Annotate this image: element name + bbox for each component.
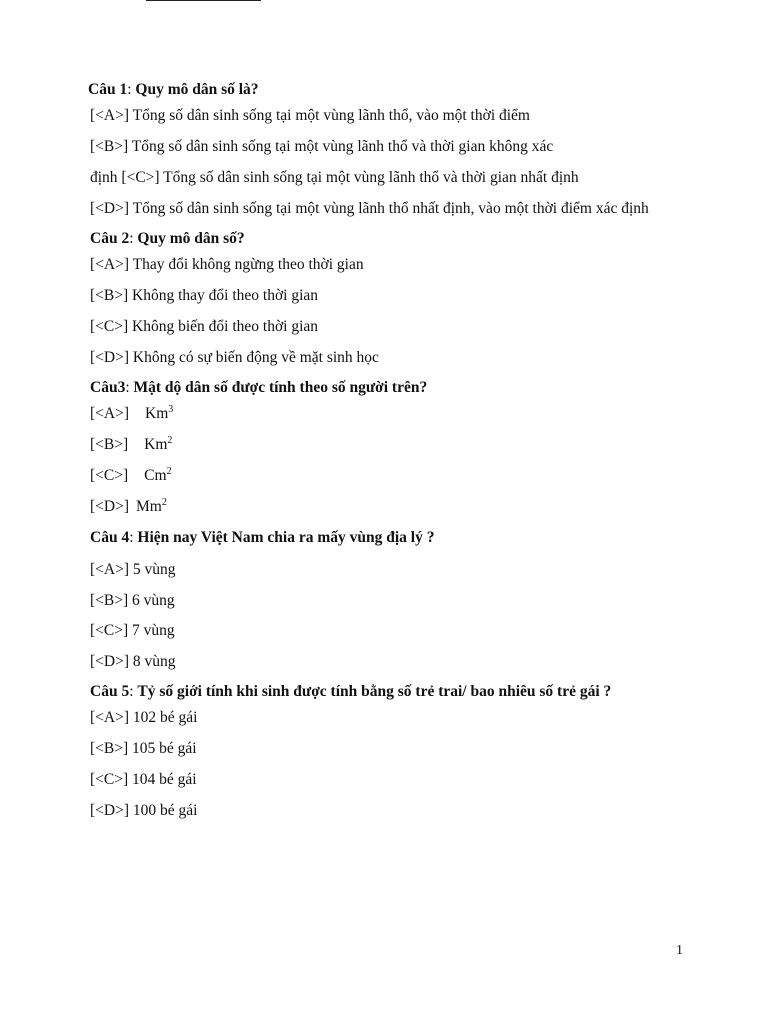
question-3-heading xyxy=(90,378,427,398)
question-2-heading xyxy=(90,229,245,249)
option-key: [<A>] xyxy=(90,405,129,422)
question-3-option-c xyxy=(90,466,172,486)
question-4-separator: : xyxy=(129,529,138,546)
option-unit: Km xyxy=(145,405,169,422)
option-key: [<B>] xyxy=(90,436,129,453)
option-exponent: 2 xyxy=(167,434,173,446)
question-1-line-2: [<B>] Tổng số dân sinh sống tại một vùng lãnh thổ và thời gian không xác xyxy=(90,138,554,155)
question-1-heading xyxy=(88,80,259,100)
question-5-option-d: [<D>] 100 bé gái xyxy=(90,802,198,819)
question-5-heading xyxy=(90,682,611,702)
question-3-option-b xyxy=(90,435,172,455)
question-5-option-b: [<B>] 105 bé gái xyxy=(90,740,197,757)
question-2-separator: : xyxy=(129,230,138,247)
question-5-label: Câu 5 xyxy=(90,683,130,700)
question-2-option-a: [<A>] Thay đổi không ngừng theo thời gian xyxy=(90,256,364,273)
question-1-line-3: định [<C>] Tổng số dân sinh sống tại một vùng lãnh thổ và thời gian nhất định xyxy=(90,169,579,186)
question-1-text: Quy mô dân số là? xyxy=(135,81,259,98)
question-3-label: Câu3 xyxy=(90,379,126,396)
question-5-option-a: [<A>] 102 bé gái xyxy=(90,709,198,726)
question-4-option-d: [<D>] 8 vùng xyxy=(90,653,176,670)
question-4-text: Hiện nay Việt Nam chia ra mấy vùng địa lý ? xyxy=(137,529,435,546)
question-5-option-c: [<C>] 104 bé gái xyxy=(90,771,197,788)
option-exponent: 2 xyxy=(166,465,172,477)
question-4-label: Câu 4 xyxy=(90,529,130,546)
option-exponent: 3 xyxy=(168,403,174,415)
question-2-option-c: [<C>] Không biến đổi theo thời gian xyxy=(90,318,319,335)
header-rule xyxy=(146,0,261,1)
question-1-separator: : xyxy=(127,81,136,98)
question-4-option-c: [<C>] 7 vùng xyxy=(90,622,175,639)
question-5-text: Tỷ số giới tính khi sinh được tính bằng số trẻ trai/ bao nhiêu số trẻ gái ? xyxy=(137,683,612,700)
question-2-option-d: [<D>] Không có sự biến động về mặt sinh học xyxy=(90,349,379,366)
option-unit: Km xyxy=(144,436,168,453)
question-3-text: Mật dộ dân số được tính theo số người trên? xyxy=(133,379,428,396)
option-exponent: 2 xyxy=(161,496,167,508)
question-1-label: Câu 1 xyxy=(88,81,128,98)
option-unit: Cm xyxy=(144,467,167,484)
question-1-line-4: [<D>] Tổng số dân sinh sống tại một vùng lãnh thổ nhất định, vào một thời điểm xác định xyxy=(90,200,649,217)
question-5-separator: : xyxy=(129,683,138,700)
question-4-heading xyxy=(90,528,435,548)
question-3-option-d xyxy=(90,497,167,517)
question-3-separator: : xyxy=(125,379,134,396)
option-key: [<C>] xyxy=(90,467,129,484)
question-1-line-1: [<A>] Tổng số dân sinh sống tại một vùng lãnh thổ, vào một thời điểm xyxy=(90,107,530,124)
question-2-text: Quy mô dân số? xyxy=(137,230,245,247)
page-number: 1 xyxy=(676,943,683,958)
option-unit: Mm xyxy=(136,498,162,515)
question-4-option-b: [<B>] 6 vùng xyxy=(90,592,175,609)
question-3-option-a xyxy=(90,404,173,424)
question-2-label: Câu 2 xyxy=(90,230,130,247)
option-key: [<D>] xyxy=(90,498,129,515)
question-2-option-b: [<B>] Không thay đổi theo thời gian xyxy=(90,287,319,304)
question-4-option-a: [<A>] 5 vùng xyxy=(90,561,176,578)
